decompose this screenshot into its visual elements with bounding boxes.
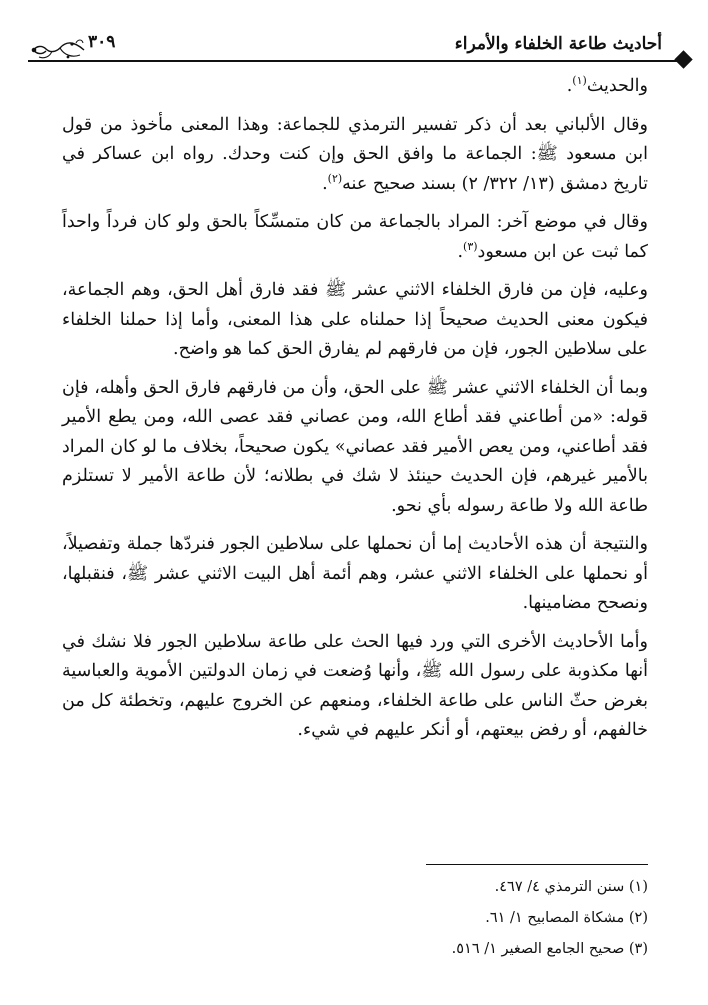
paragraph-text: والنتيجة أن هذه الأحاديث إما أن نحملها على سلاطين الجور فنردّها جملة وتفصيلاً، أو نحملها على الخلفاء الاثني عشر، وهم أئمة أهل البيت الاثني عشر ﷺ، فنقبلها، ونصحح مضامينها.: [62, 534, 648, 613]
paragraph: [62, 374, 648, 522]
page-header: [28, 30, 692, 64]
main-text: [62, 72, 648, 755]
footnote: (٣) صحيح الجامع الصغير ١/ ٥١٦.: [451, 941, 648, 957]
footnote-marker: (١): [572, 74, 587, 88]
paragraph-end: .: [322, 173, 328, 194]
header-rule: [28, 60, 682, 62]
running-title: أحاديث طاعة الخلفاء والأمراء: [454, 34, 662, 54]
paragraph: [62, 276, 648, 365]
paragraph-text: وقال الألباني بعد أن ذكر تفسير الترمذي للجماعة: وهذا المعنى مأخوذ من قول ابن مسعود ﷺ: الجماعة ما وافق الحق وإن كنت وحدك. رواه ابن عساكر في تاريخ دمشق (١٣/ ٣٢٢/ ٢) بسند صحيح عنه: [62, 114, 648, 194]
paragraph: [62, 628, 648, 746]
paragraph-text: وأما الأحاديث الأخرى التي ورد فيها الحث على طاعة سلاطين الجور فلا نشك في أنها مكذوبة على رسول الله ﷺ، وأنها وُضعت في زمان الدولتين الأموية والعباسية بغرض حثّ الناس على طاعة الخلفاء، ومنعهم عن الخروج عليهم، وتخطئة كل من خالفهم، أو رفض بيعتهم، أو أنكر عليهم في شيء.: [62, 631, 648, 740]
header-diamond-ornament: [674, 50, 692, 68]
paragraph-end: .: [457, 241, 464, 262]
footnote: (٢) مشكاة المصابيح ١/ ٦١.: [485, 910, 648, 926]
paragraph-text: والحديث: [586, 76, 648, 96]
footnote-marker: (٣): [463, 239, 478, 253]
paragraph: [62, 208, 648, 267]
paragraph-text: وبما أن الخلفاء الاثني عشر ﷺ على الحق، وأن من فارقهم فارق الحق وأهله، فإن قوله: «من أطاعني فقد أطاع الله، ومن عصاني فقد عصى الله، ومن يطع الأمير فقد أطاعني، ومن يعص الأمير فقد عصاني» يكون صحيحاً، بخلاف ما لو كان المراد بالأمير غيرهم، فإن الحديث حينئذ لا شك في بطلانه؛ لأن طاعة الأمير لا تستلزم طاعة الله ولا طاعة رسوله بأي نحو.: [62, 377, 648, 516]
paragraph-end: .: [566, 76, 573, 96]
paragraph-text: وقال في موضع آخر: المراد بالجماعة من كان متمسِّكاً بالحق ولو كان فرداً واحداً كما ثبت عن ابن مسعود: [62, 212, 648, 262]
footnotes: [248, 872, 648, 965]
paragraph-text: وعليه، فإن من فارق الخلفاء الاثني عشر ﷺ فقد فارق أهل الحق، وهم الجماعة، فيكون معنى الحديث صحيحاً إذا حملناه على هذا المعنى، وأما إذا حملنا الخلفاء على سلاطين الجور، فإن من فارقهم لم يفارق الحق كما هو واضح.: [62, 280, 648, 359]
footnote: (١) سنن الترمذي ٤/ ٤٦٧.: [494, 879, 648, 895]
footnote-marker: (٢): [327, 171, 343, 185]
paragraph: [62, 111, 648, 200]
floral-ornament-icon: [28, 37, 86, 63]
page-number: ٣٠٩: [88, 32, 116, 52]
footnote-separator: [426, 864, 648, 865]
paragraph: [62, 72, 648, 102]
paragraph: [62, 530, 648, 619]
